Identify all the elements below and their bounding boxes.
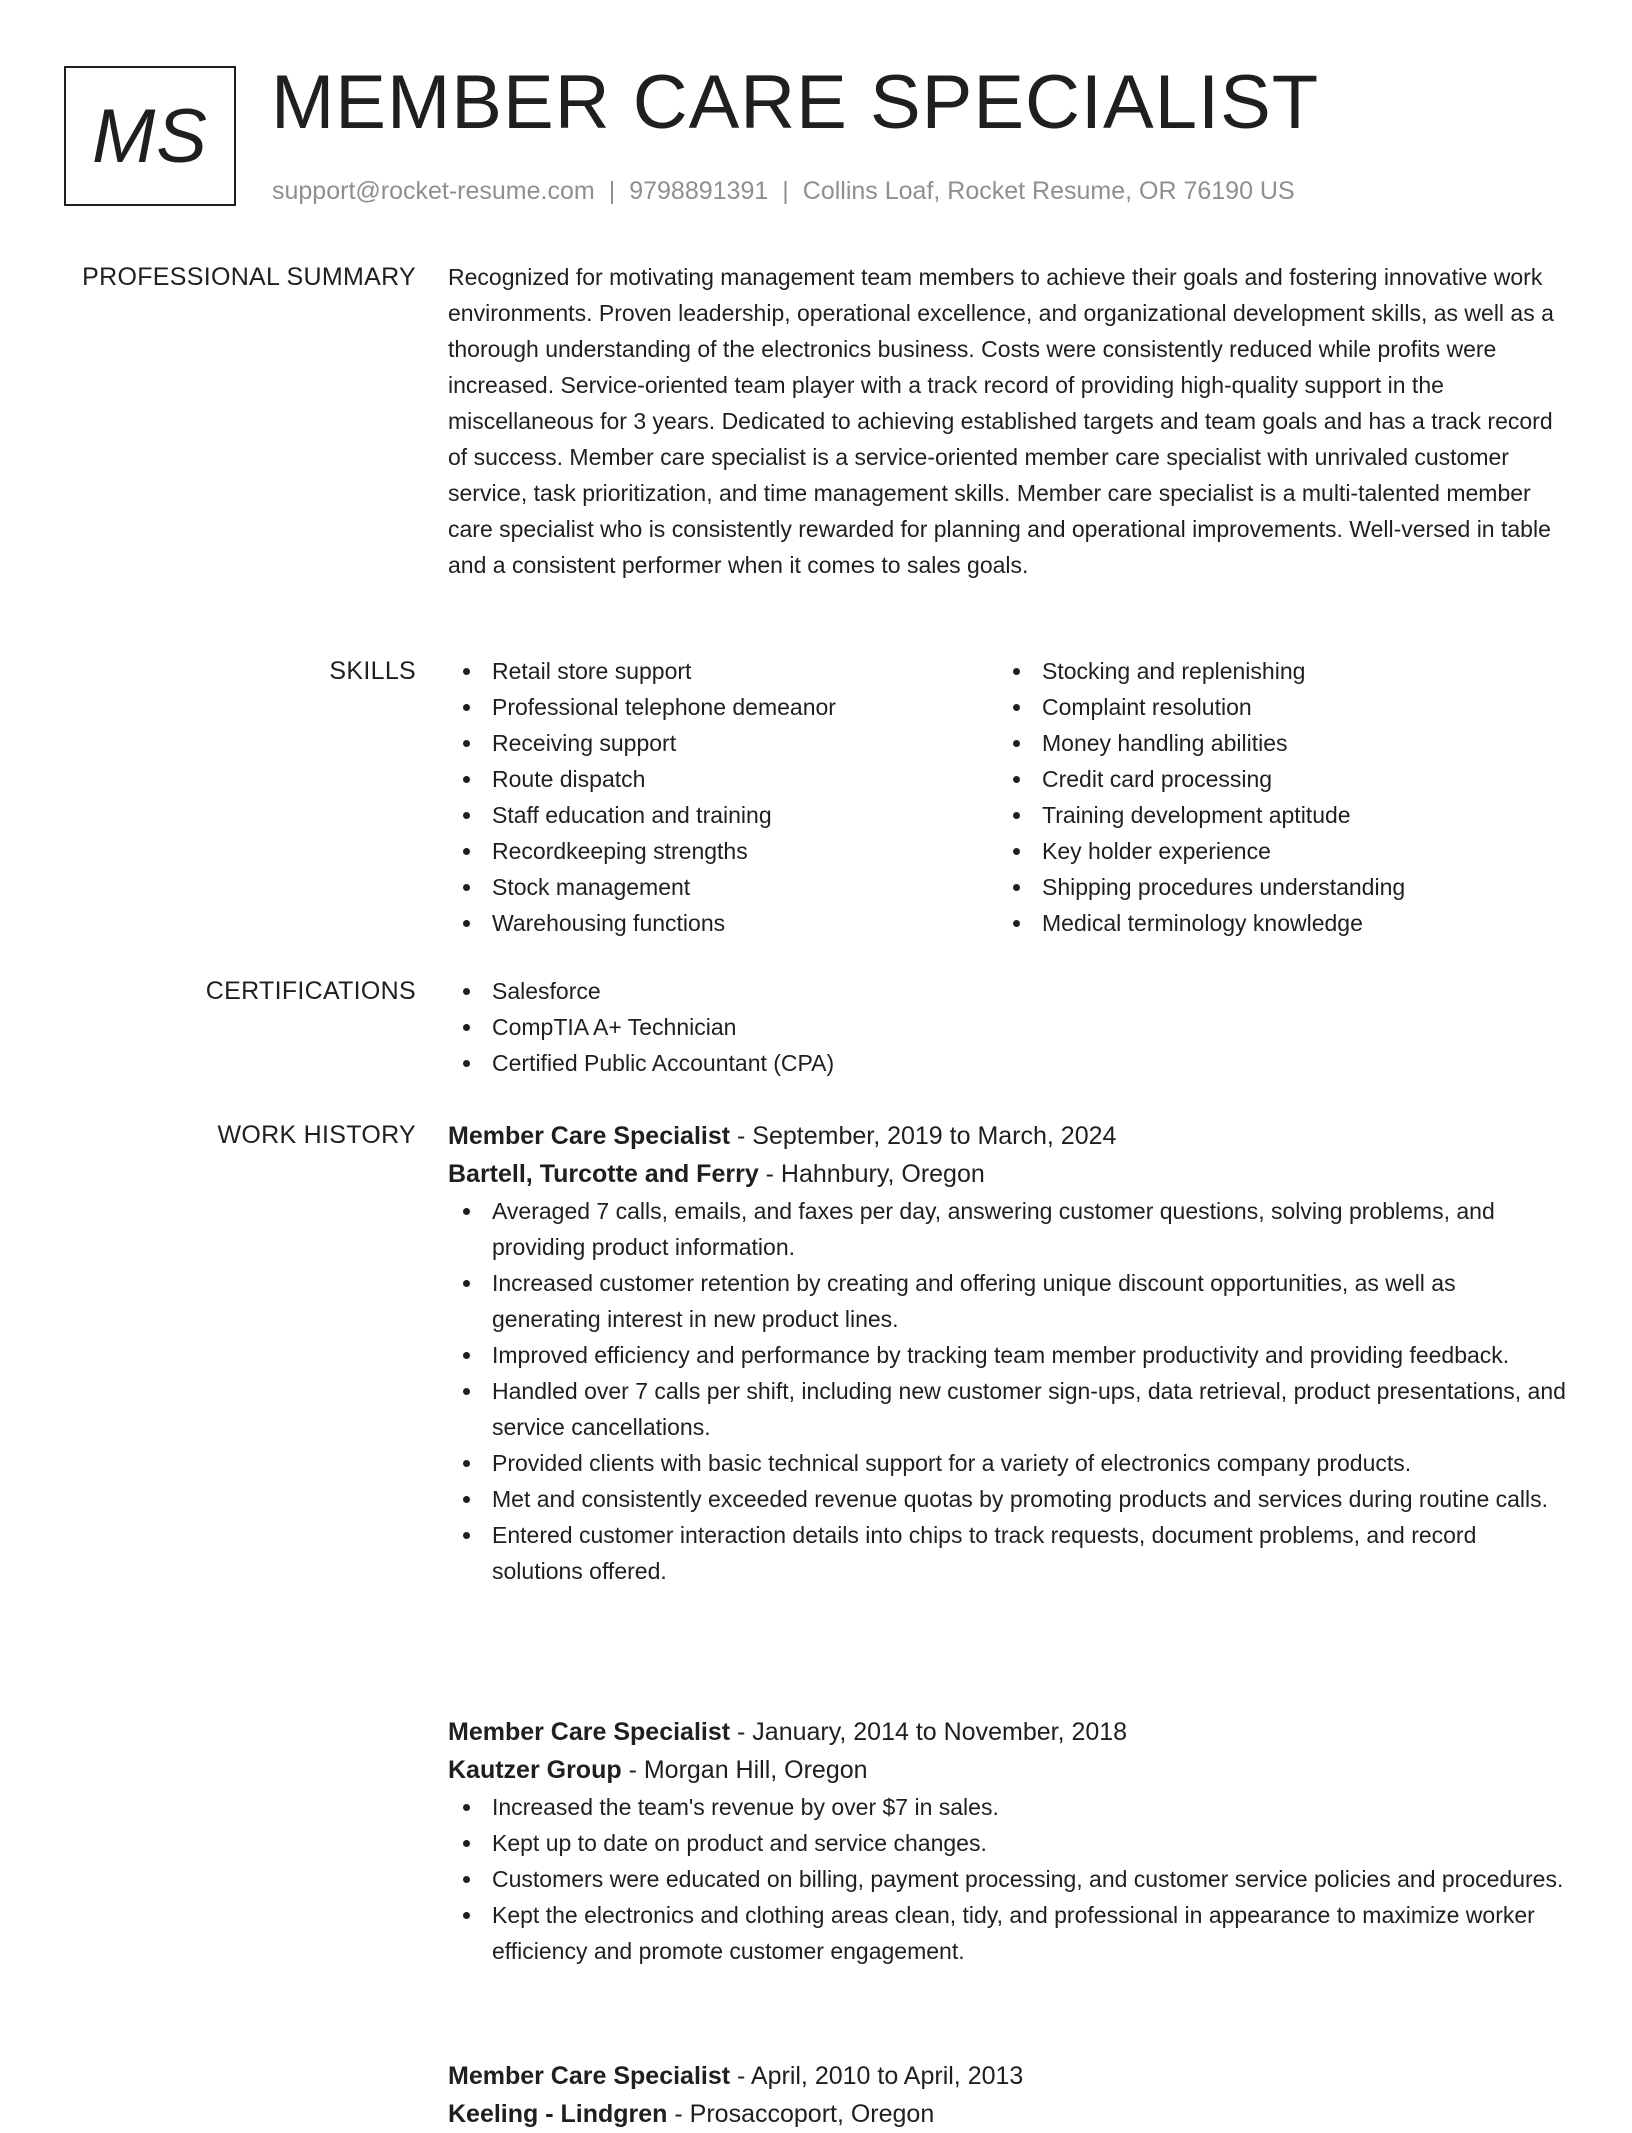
job-title: Member Care Specialist — [448, 1718, 731, 1746]
skill-item: Money handling abilities — [998, 725, 1548, 761]
contact-line — [272, 174, 1295, 208]
job-bullet: Improved efficiency and performance by tracking team member productivity and providing feedback. — [448, 1337, 1568, 1373]
job-title-line — [448, 2057, 1568, 2095]
certifications-body — [448, 973, 1568, 1081]
certification-item: Salesforce — [448, 973, 1568, 1009]
skill-item: Recordkeeping strengths — [448, 833, 998, 869]
job-bullets — [448, 1789, 1568, 1969]
job-bullet: Increased the team's revenue by over $7 in sales. — [448, 1789, 1568, 1825]
monogram: MS — [64, 66, 236, 206]
job-bullet: Provided clients with basic technical support for a variety of electronics company products. — [448, 1445, 1568, 1481]
work-history-label: WORK HISTORY — [217, 1121, 416, 1149]
skill-item: Retail store support — [448, 653, 998, 689]
job-title-line — [448, 1117, 1568, 1155]
skill-item: Key holder experience — [998, 833, 1548, 869]
job-bullet: Handled over 7 calls per shift, including new customer sign-ups, data retrieval, product presentations, and service cancellations. — [448, 1373, 1568, 1445]
job-bullet: Increased customer retention by creating and offering unique discount opportunities, as well as generating interest in new product lines. — [448, 1265, 1568, 1337]
skill-item: Medical terminology knowledge — [998, 905, 1548, 941]
job-entry — [448, 2057, 1568, 2133]
job-bullet: Kept the electronics and clothing areas clean, tidy, and professional in appearance to maximize worker efficiency and promote customer engagement. — [448, 1897, 1568, 1969]
job-dates: - April, 2010 to April, 2013 — [730, 2062, 1024, 2090]
job-company-line — [448, 2095, 1568, 2133]
certifications-label: CERTIFICATIONS — [205, 977, 416, 1005]
job-bullet: Entered customer interaction details into chips to track requests, document problems, and record solutions offered. — [448, 1517, 1568, 1589]
skill-item: Stock management — [448, 869, 998, 905]
skills-body — [448, 653, 1568, 941]
contact-email: support@rocket-resume.com — [272, 177, 595, 205]
certification-item: CompTIA A+ Technician — [448, 1009, 1568, 1045]
skill-item: Staff education and training — [448, 797, 998, 833]
job-bullet: Averaged 7 calls, emails, and faxes per day, answering customer questions, solving problems, and providing product information. — [448, 1193, 1568, 1265]
skills-column-left — [448, 653, 998, 941]
skill-item: Stocking and replenishing — [998, 653, 1548, 689]
job-bullets — [448, 1193, 1568, 1589]
job-bullet: Kept up to date on product and service changes. — [448, 1825, 1568, 1861]
job-company: Keeling - Lindgren — [448, 2100, 668, 2128]
contact-separator: | — [782, 177, 789, 205]
job-company-line — [448, 1155, 1568, 1193]
summary-body — [448, 259, 1568, 583]
skill-item: Training development aptitude — [998, 797, 1548, 833]
job-title-line — [448, 1713, 1568, 1751]
skill-item: Warehousing functions — [448, 905, 998, 941]
page-title: MEMBER CARE SPECIALIST — [271, 60, 1320, 145]
job-company-line — [448, 1751, 1568, 1789]
job-entry — [448, 1117, 1568, 1589]
job-location: - Prosaccoport, Oregon — [667, 2100, 935, 2128]
summary-label: PROFESSIONAL SUMMARY — [82, 263, 416, 291]
contact-phone: 9798891391 — [629, 177, 769, 205]
skills-label: SKILLS — [329, 657, 416, 685]
skill-item: Complaint resolution — [998, 689, 1548, 725]
skills-column-right — [998, 653, 1548, 941]
job-dates: - September, 2019 to March, 2024 — [730, 1122, 1117, 1150]
job-dates: - January, 2014 to November, 2018 — [730, 1718, 1128, 1746]
job-bullet: Met and consistently exceeded revenue quotas by promoting products and services during routine calls. — [448, 1481, 1568, 1517]
contact-address: Collins Loaf, Rocket Resume, OR 76190 US — [802, 177, 1295, 205]
job-company: Bartell, Turcotte and Ferry — [448, 1160, 759, 1188]
certification-item: Certified Public Accountant (CPA) — [448, 1045, 1568, 1081]
job-title: Member Care Specialist — [448, 2062, 731, 2090]
skill-item: Professional telephone demeanor — [448, 689, 998, 725]
contact-separator: | — [608, 177, 616, 205]
job-location: - Hahnbury, Oregon — [758, 1160, 985, 1188]
job-company: Kautzer Group — [448, 1756, 622, 1784]
skill-item: Route dispatch — [448, 761, 998, 797]
skill-item: Credit card processing — [998, 761, 1548, 797]
summary-text: Recognized for motivating management team members to achieve their goals and fostering innovative work environments. Proven leadership, operational excellence, and organizational development skills, as well as a thorough understanding of the electronics business. Costs were consistently reduced while profits were increased. Service-oriented team player with a track record of providing high-quality support in the miscellaneous for 3 years. Dedicated to achieving established targets and team goals and has a track record of success. Member care specialist is a service-oriented member care specialist with unrivaled customer service, task prioritization, and time management skills. Member care specialist is a multi-talented member care specialist who is consistently rewarded for planning and operational improvements. Well-versed in table and a consistent performer when it comes to sales goals. — [448, 264, 1554, 578]
job-title: Member Care Specialist — [448, 1122, 731, 1150]
job-bullet: Customers were educated on billing, payment processing, and customer service policies and procedures. — [448, 1861, 1568, 1897]
skills-grid — [448, 653, 1568, 941]
skill-item: Receiving support — [448, 725, 998, 761]
skill-item: Shipping procedures understanding — [998, 869, 1548, 905]
job-location: - Morgan Hill, Oregon — [621, 1756, 868, 1784]
job-entry — [448, 1713, 1568, 1969]
